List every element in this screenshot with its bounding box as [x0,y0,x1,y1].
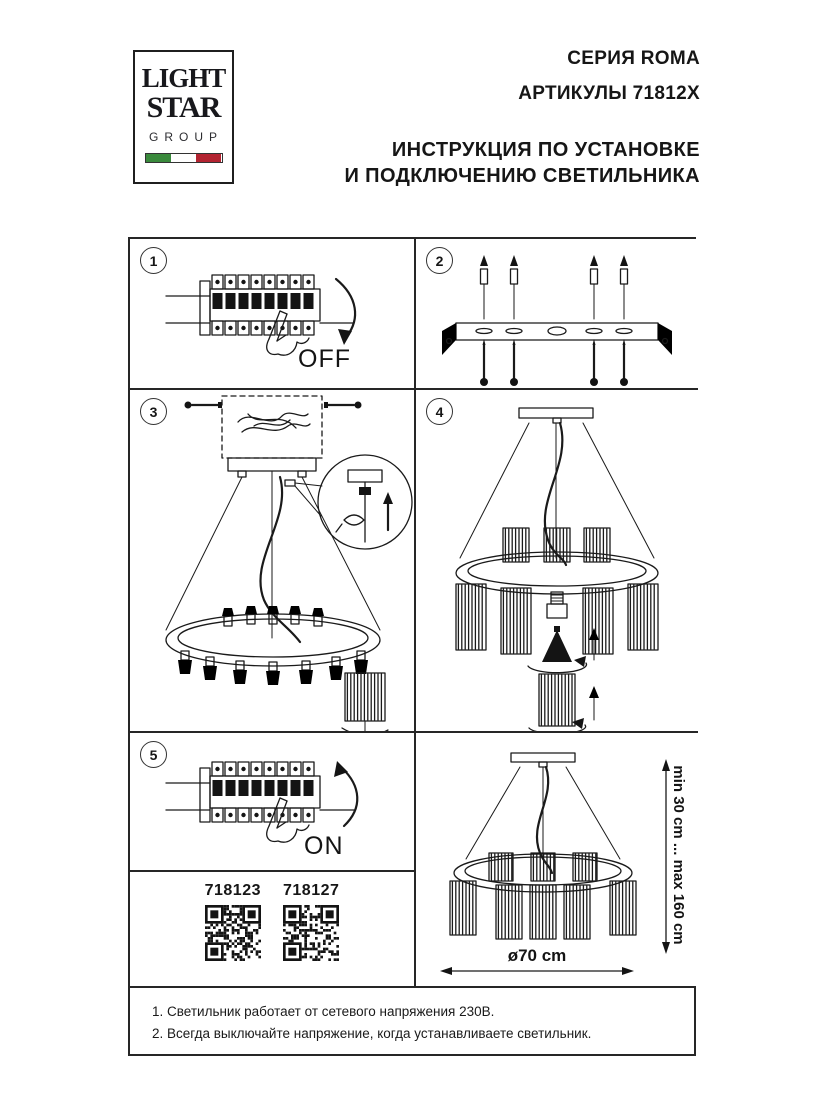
articles-title: АРТИКУЛЫ 71812X [518,83,700,104]
flag-green-segment [146,154,171,162]
logo-word-group: GROUP [148,130,223,144]
step-1-badge: 1 [140,247,167,274]
magnifier-detail [318,455,412,549]
back-shade [544,528,570,562]
counterclockwise-arrow [334,761,357,826]
front-shade [496,885,522,939]
breaker-modules [210,762,320,822]
qr-block-718127 [283,882,339,990]
breaker-modules [210,275,320,335]
wiring-diagram [130,390,414,731]
mounting-bracket [442,323,672,355]
italian-flag-bar [145,153,223,163]
panel-step-2 [416,239,698,390]
instruction-title-line1: ИНСТРУКЦИЯ ПО УСТАНОВКЕ [391,139,700,161]
panel-dimensions [416,733,698,990]
suspension-cable-right [302,477,380,630]
wire-bundle [238,413,310,432]
center-socket [547,592,567,618]
breaker-off-diagram [130,239,414,388]
step-2-badge: 2 [426,247,453,274]
wall-anchors [480,255,628,319]
lightstar-logo [133,50,234,184]
panel-qr-codes [130,872,416,990]
ceiling-plate [511,753,575,762]
front-shade [628,584,658,650]
step-4-badge: 4 [426,398,453,425]
front-shade [530,885,556,939]
logo-word-light: LIGHT [141,63,226,93]
insert-arrows [342,721,388,731]
front-shade [450,881,476,935]
on-label: ON [304,832,344,860]
note-line-2: 2. Всегда выключайте напряжение, когда устанавливаете светильник. [152,1025,592,1041]
note-line-1: 1. Светильник работает от сетевого напряжения 230В. [152,1004,495,1019]
cable-lock-nub [285,480,295,486]
panel-step-3 [130,390,416,733]
dimensions-diagram [416,733,696,988]
logo-word-star: STAR [146,91,221,124]
series-title: СЕРИЯ ROMA [567,48,700,69]
step-5-badge: 5 [140,741,167,768]
ceiling-plate [519,408,593,418]
screws [480,339,628,386]
bracket-diagram [416,239,696,388]
flag-red-segment [196,154,221,162]
front-shade [501,588,531,654]
panel-step-1 [130,239,416,390]
panel-step-5 [130,733,416,872]
height-dimension [662,759,687,954]
instruction-title-line2: И ПОДКЛЮЧЕНИЮ СВЕТИЛЬНИКА [344,165,700,187]
glass-shade [345,673,385,721]
suspension-cable-left [166,477,242,630]
chandelier-ring [166,614,380,666]
steps-grid [128,237,696,988]
article-number-2: 718127 [283,882,340,899]
junction-zone [222,396,322,458]
front-shade [583,588,613,654]
front-shade [456,584,486,650]
front-shade [610,881,636,935]
bulb-install-diagram [416,390,696,731]
qr-code-718123 [205,905,261,961]
front-sockets [178,651,368,685]
diameter-dimension [440,946,634,975]
shade-to-install [539,674,575,726]
diameter-dimension-label: ø70 cm [507,946,567,965]
front-shade [564,885,590,939]
off-label: OFF [298,345,351,373]
panel-step-4 [416,390,698,733]
power-cable [260,477,300,642]
clockwise-arrow [336,279,355,345]
article-number-1: 718123 [204,882,261,899]
qr-block-718123 [205,882,261,990]
notes-box [128,986,696,1056]
flag-white-segment [171,154,196,162]
ceiling-screws [185,402,362,409]
height-dimension-label: min 30 cm ... max 160 cm [670,765,687,945]
qr-code-718127 [283,905,339,961]
step-3-badge: 3 [140,398,167,425]
breaker-on-diagram [130,733,414,870]
